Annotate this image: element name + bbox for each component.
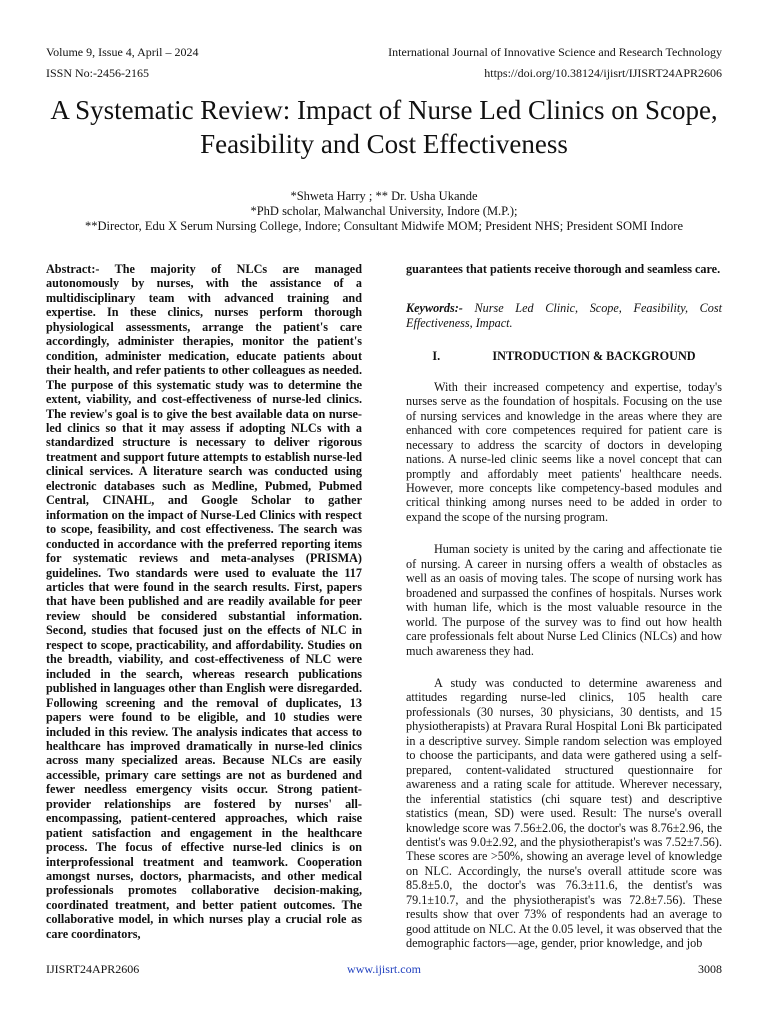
doi-link[interactable]: https://doi.org/10.38124/ijisrt/IJISRT24APR2606 — [484, 66, 722, 80]
section-title: INTRODUCTION & BACKGROUND — [492, 349, 696, 364]
volume-issue: Volume 9, Issue 4, April – 2024 — [46, 45, 199, 59]
keywords — [406, 301, 722, 330]
page-number: 3008 — [698, 962, 722, 976]
body-paragraph: Human society is united by the caring and affectionate tie of nursing. A career in nursing offers a wealth of obstacles as well as an oasis of moving tales. The scope of nursing work has broadened and surpassed the confines of hospitals. Nurses work with human life, which is the most valuable resource in the world. The purpose of the survey was to find out how health care professionals felt about Nurse Led Clinics (NLCs) and how much awareness they had. — [406, 542, 722, 658]
author-affiliation-2: **Director, Edu X Serum Nursing College, Indore; Consultant Midwife MOM; President NHS; President SOMI Indore — [84, 219, 684, 233]
section-heading — [406, 349, 722, 363]
keywords-label: Keywords:- — [406, 301, 463, 316]
left-column — [46, 262, 362, 941]
abstract-text: Abstract:- The majority of NLCs are managed autonomously by nurses, with the assistance of a multidisciplinary team with advanced training and expertise. In these clinics, nurses perform thorough physiological assessments, arrange the patient's care accordingly, administer therapies, monitor the patient's condition, administer medication, educate patients about their health, and refer patients to other colleagues as needed. The purpose of this systematic study was to determine the extent, viability, and cost-effectiveness of nurse-led clinics. The review's goal is to give the best available data on nurse-led clinics so that it may assess if adopting NLCs with a standardized structure is necessary to deliver rigorous treatment and support future attempts to establish nurse-led clinical services. A literature search was conducted using electronic databases such as Medline, Pubmed, Pubmed Central, CINAHL, and Google Scholar to gather information on the impact of Nurse-Led Clinics with respect to scope, feasibility, and cost effectiveness. The search was conducted in accordance with the preferred reporting items for systematic reviews and meta-analyses (PRISMA) guidelines. Two standards were used to evaluate the 117 articles that were found in the search results. First, papers that have been published and are readily available for peer review should be considered substantial information. Second, studies that focused just on the effects of NLC in respect to scope, practicability, and affordability. Studies on the breadth, viability, and cost-effectiveness of NLC were included in the search, whereas research publications published in languages other than English were disregarded. Following screening and the removal of duplicates, 13 papers were found to be eligible, and 10 studies were included in this review. The analysis indicates that access to healthcare has improved dramatically in nurse-led clinics across many specialized areas. Because NLCs are easily accessible, primary care settings are not as burdened and fewer needless emergency visits occur. Strong patient-provider relationships are fostered by nurses' all-encompassing, patient-centered approaches, which raise patient satisfaction and engagement in the healthcare process. The focus of effective nurse-led clinics is on interprofessional treatment and teamwork. Cooperation amongst nurses, doctors, pharmacists, and other medical professionals promotes collaborative decision-making, coordinated treatment, and better patient outcomes. The collaborative model, in which nurses play a crucial role as care coordinators, — [46, 262, 362, 941]
journal-name: International Journal of Innovative Science and Research Technology — [388, 45, 722, 59]
keywords-text: Nurse Led Clinic, Scope, Feasibility, Cost Effectiveness, Impact. — [406, 301, 722, 330]
footer-article-id: IJISRT24APR2606 — [46, 962, 140, 976]
author-names: *Shweta Harry ; ** Dr. Usha Ukande — [290, 189, 478, 203]
issn: ISSN No:-2456-2165 — [46, 66, 150, 80]
paper-title: A Systematic Review: Impact of Nurse Led Clinics on Scope, Feasibility and Cost Effectiveness — [50, 95, 718, 159]
author-affiliation-1: *PhD scholar, Malwanchal University, Indore (M.P.); — [250, 204, 518, 218]
abstract-continuation: guarantees that patients receive thorough and seamless care. — [406, 262, 721, 276]
body-paragraph: A study was conducted to determine awareness and attitudes regarding nurse-led clinics, 105 health care professionals (30 nurses, 30 physicians, 30 dentists, and 15 physiotherapists) at Pravara Rural Hospital Loni Bk participated in a descriptive survey. Simple random selection was employed to choose the participants, and data were gathered using a self-prepared, content-validated structured questionnaire for awareness and a rating scale for attitude. Wherever necessary, the inferential statistics (chi square test) and descriptive statistics (mean, SD) were used. Result: The nurse's overall knowledge score was 7.56±2.06, the doctor's was 8.76±2.96, the dentist's was 9.0±2.92, and the physiotherapist's was 7.52±7.56). These scores are >50%, showing an average level of knowledge on NLC. Accordingly, the nurse's overall attitude score was 85.8±5.0, the doctor's was 76.3±11.6, the dentist's was 79.1±10.7, and the physiotherapist's was 72.8±7.56). These results show that over 73% of respondents had an average to good attitude on NLC. At the 0.05 level, it was observed that the demographic factors—age, gender, prior knowledge, and job — [406, 675, 722, 951]
right-column — [406, 262, 722, 951]
author-block — [40, 189, 728, 234]
body-paragraph: With their increased competency and expertise, today's nurses serve as the foundation of hospitals. Focusing on the use of nursing services and knowledge in the areas where they are enhanced with core competences required for patient care is necessary to address the scarcity of doctors in developing nations. A nurse-led clinic seems like a novel concept that can promptly and affordably meet patients' healthcare needs. However, more concepts like competency-based modules and critical thinking among nurses need to be added in order to expand the scope of the nursing program. — [406, 379, 722, 524]
footer-website-link[interactable]: www.ijisrt.com — [347, 962, 421, 976]
section-number: I. — [432, 349, 441, 364]
